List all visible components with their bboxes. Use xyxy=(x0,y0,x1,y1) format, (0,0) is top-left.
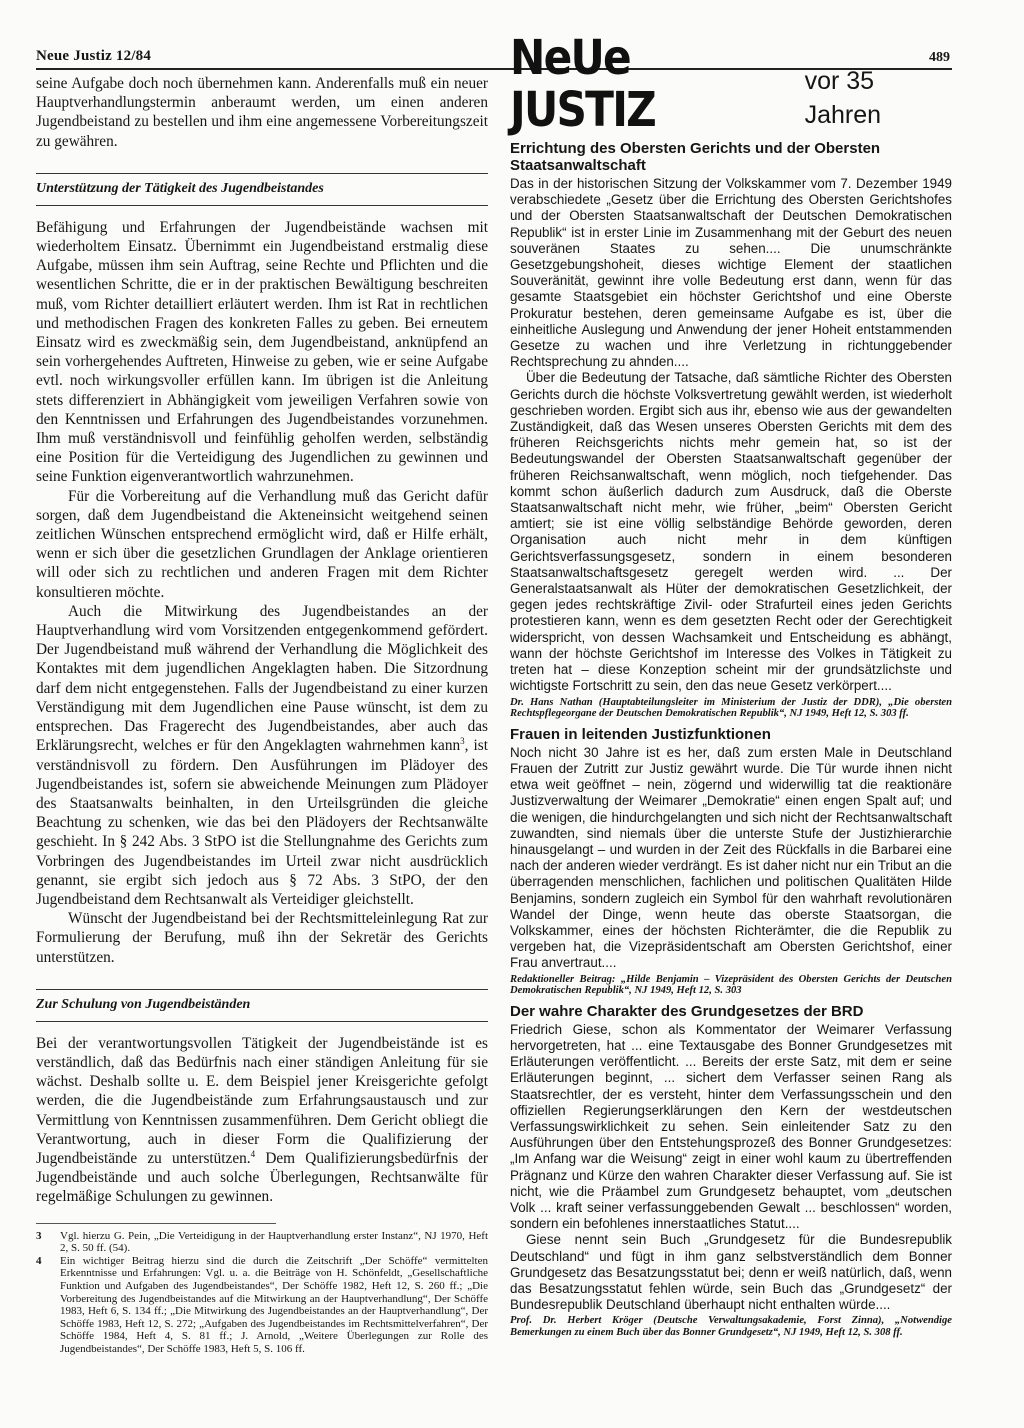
citation: Prof. Dr. Herbert Kröger (Deutsche Verwaltungsakademie, Forst Zinna), „Notwendige Bemerkungen zu einem Buch über das Bonner Grundgesetz“, NJ 1949, Heft 12, S. 308 ff. xyxy=(510,1315,952,1338)
paragraph: Das in der historischen Sitzung der Volkskammer vom 7. Dezember 1949 verabschiedete „Gesetz über die Errichtung des Obersten Gerichtshofes und der Obersten Staatsanwaltschaft der Deutschen Demokratischen Republik“ ist in erster Linie im Zusammenhang mit der Geburt des neuen souveränen Staates zu sehen.... Die unumschränkte Gesetzgebungshoheit, dieses wichtige Element der staatlichen Souveränität, gewinnt ihre volle Bedeutung erst dann, wenn für das gesamte Staatsgebiet ein höchster Gerichtshof und eine Oberste Prokuratur bestehen, deren gemeinsame Aufgabe es ist, über die einheitliche Auslegung und Anwendung der jener Hoheit entstammenden Gesetze zu wachen und ihre Verletzung in richtunggebender Rechtsprechung zu ahnden.... xyxy=(510,176,952,370)
paragraph xyxy=(36,602,488,909)
paragraph: Für die Vorbereitung auf die Verhandlung muß das Gericht dafür sorgen, daß dem Jugendbeistand die Akteneinsicht weitgehend seinen zeitlichen Wünschen entsprechend ermöglicht wird, daß er Hilfe erhält, wenn er sich über die gesetzlichen Grundlagen der Anklage orientieren will oder sich zu rechtlichen und anderen Fragen mit dem Richter konsultieren möchte. xyxy=(36,487,488,601)
article-heading: Frauen in leitenden Justizfunktionen xyxy=(510,725,771,743)
paragraph: Giese nennt sein Buch „Grundgesetz für die Bundesrepublik Deutschland“ und fügt in ihm ganz selbstverständlich dem Bonner Grundgesetz das Besatzungsstatut bei; denn er weiß natürlich, daß, wenn das Besatzungsstatut fehlen würde, sein Buch das „Grundgesetz“ der Bundesrepublik Deutschland überhaupt nicht enthalten würde.... xyxy=(510,1232,952,1313)
neue-justiz-logo: NeUe JUSTIZ xyxy=(510,30,656,138)
paragraph: Wünscht der Jugendbeistand bei der Rechtsmitteleinlegung Rat zur Formulierung der Berufung, muß ihn der Sekretär des Gerichts unterstützen. xyxy=(36,910,488,966)
page-number: 489 xyxy=(929,50,950,65)
footnote-number: 3 xyxy=(36,1229,42,1242)
paragraph-text: , ist verständnisvoll zu fördern. Den Ausführungen im Plädoyer des Jugendbeistandes ist, sofern sie abweichende Meinungen zum Plädoyer des Staatsanwalts beinhalten, in den Urteilsgründen die gleiche Beachtung zu schenken, wie das bei den Plädoyers der Rechtsanwälte geschieht. In § 242 Abs. 3 StPO ist die Stellungnahme des Gerichts zum Vorbringen des Jugendbeistandes im Urteil zwar nicht ausdrücklich genannt, sie ergibt sich jedoch aus § 72 Abs. 3 StPO, der den Jugendbeistand dem Rechtsanwalt als Verteidiger gleichstellt. xyxy=(36,737,489,908)
citation: Redaktioneller Beitrag: „Hilde Benjamin – Vizepräsident des Obersten Gerichts der Deutschen Demokratischen Republik“, NJ 1949, Heft 12, S. 303 xyxy=(510,973,952,997)
running-header: Neue Justiz 12/84 xyxy=(36,48,152,64)
citation: Dr. Hans Nathan (Hauptabteilungsleiter im Ministerium der Justiz der DDR), „Die obersten Rechtspflegeorgane der Deutschen Demokratischen Republik“, NJ 1949, Heft 12, S. 303 ff. xyxy=(510,696,952,720)
paragraph: Noch nicht 30 Jahre ist es her, daß zum ersten Male in Deutschland Frauen der Zutritt zur Justiz gewährt wurde. Die Tür wurde ihnen nicht etwa weit geöffnet – nein, zögernd und widerwillig tat die reaktionäre Justizverwaltung der Weimarer „Demokratie“ einen engen Spalt auf; und die wenigen, die hindurchgelangten und sich nicht der Rechtsanwaltschaft zuwandten, sind niemals über die unterste Stufe der Justizhierarchie hinausgelangt – und wurden in der Zeit des Rückfalls in die Barbarei eine nach der anderen wieder verdrängt. Es ist daher nicht nur ein Tribut an die überragenden menschlichen, fachlichen und politischen Qualitäten Hilde Benjamins, sondern zugleich ein Symbol für den wahrhaft revolutionären Wandel der Dinge, wenn heute das oberste Staatsorgan, die Volkskammer, eines der höchsten Richterämter, die die Republik zu vergeben hat, die Vizepräsidentschaft am Obersten Gerichtshof, einer Frau anvertraut.... xyxy=(510,744,952,971)
footnote-text: Ein wichtiger Beitrag hierzu sind die durch die Zeitschrift „Der Schöffe“ vermittelten Erkenntnisse und Erfahrungen: Vgl. u. a. die Beiträge von H. Schönfeldt, „Gesellschaftliche Funktion und Aufgaben des Jugendbeistandes“, Der Schöffe 1982, Heft 12, S. 260 ff.; „Die Vorbereitung des Jugendbeistandes auf die Mitwirkung an der Hauptverhandlung“, Der Schöffe 1983, Heft 6, S. 134 ff.; „Die Mitwirkung des Jugendbeistandes an der Hauptverhandlung“, Der Schöffe 1983, Heft 12, S. 272; „Aufgaben des Jugendbeistandes im Rechtsmittelverfahren“, Der Schöffe 1984, Heft 4, S. 81 ff.; J. Arnold, „Weitere Überlegungen zur Rolle des Jugendbeistandes“, Der Schöffe 1983, Heft 5, S. 106 ff. xyxy=(60,1254,488,1355)
masthead-subtitle: vor 35 Jahren xyxy=(804,67,882,129)
paragraph: Über die Bedeutung der Tatsache, daß sämtliche Richter des Obersten Gerichts durch die höchste Volksvertretung gewählt werden, ist wiederholt geschrieben worden. Ergibt sich aus ihr, ebenso wie aus der gewandelten Zuständigkeit, daß das Wesen unseres Obersten Gerichts mit dem des früheren Reichsgerichts nichts mehr gemein hat, so ist der Bedeutungswandel der Obersten Staatsanwaltschaft gegenüber der früheren Reichsanwaltschaft, wenn möglich, noch tiefgehender. Das kommt schon äußerlich dadurch zum Ausdruck, daß die Oberste Staatsanwaltschaft nicht mehr, wie früher, „beim“ Obersten Gericht amtiert; sie ist eine völlig selbständige Behörde geworden, deren Organisation auch nicht mehr in dem künftigen Gerichtsverfassungsgesetz, sondern in einem besonderen Staatsanwaltschaftsgesetz geregelt werden wird. ... Der Generalstaatsanwalt als Hüter der demokratischen Gesetzlichkeit, der gegen jedes rechtskräftige Zivil- oder Strafurteil eines jeden Gerichts protestieren kann, wenn es dem gesetzten Recht oder der Gerechtigkeit widerspricht, von dessen Wachsamkeit und Entscheidung es abhängt, wann der höchste Gerichtshof im Interesse des Volkes in Tätigkeit zu treten hat – diese Konzeption scheint mir der grundsätzlichste und wichtigste Fortschritt zu sein, den das neue Gesetz verkörpert.... xyxy=(510,370,952,694)
paragraph-text: Bei der verantwortungsvollen Tätigkeit der Jugendbeistände ist es verständlich, daß das Bedürfnis nach einer ständigen Anleitung für sie wächst. Deshalb sollte u. E. dem Beispiel jener Kreisgerichte gefolgt werden, die die Jugendbeistände zum Erfahrungsaustausch und zur Vermittlung von Kenntnissen zusammenführen. Dem Gericht obliegt die Verantwortung, auch in dieser Form die Qualifizierung der Jugendbeistände zu unterstützen. xyxy=(36,1034,488,1167)
footnotes xyxy=(36,1223,488,1356)
footnote xyxy=(36,1230,488,1255)
footnote-ref: 4 xyxy=(250,1148,256,1159)
paragraph: Friedrich Giese, schon als Kommentator der Weimarer Verfassung hervorgetreten, hat ... eine Textausgabe des Bonner Grundgesetzes mit Erläuterungen veröffentlicht. ... Bereits der erste Satz, mit dem er seine Erläuterungen beginnt, ... sichert dem Verfasser seinen Rang als Staatsrechtler, der es versteht, hinter dem Verfassungsschein und den offiziellen Regierungserklärungen den Kern der westdeutschen Verfassungswirklichkeit zu sehen. Sein einleitender Satz zu den Ausführungen über den Entstehungsprozeß des Bonner Grundgesetzes: „Im Anfang war die Weisung“ zeigt in einer wohl kaum zu übertreffenden Prägnanz und Kürze den wahren Charakter dieser Verfassung auf. Sie ist nicht, wie die Präambel zum Grundgesetz behauptet, vom „deutschen Volk ... kraft seiner verfassunggebenden Gewalt ... beschlossen“ worden, sondern ein befohlenes innerstaatliches Statut.... xyxy=(510,1021,952,1232)
footnote-ref: 3 xyxy=(460,736,465,747)
left-column xyxy=(36,74,488,1356)
paragraph-text: Auch die Mitwirkung des Jugendbeistandes an der Hauptverhandlung wird vom Vorsitzenden entgegenkommend gefördert. Der Jugendbeistand muß während der Verhandlung die Möglichkeit des Kontaktes mit dem jugendlichen Angeklagten haben. Die Sitzordnung darf dem nicht entgegenstehen. Falls der Jugendbeistand zu einer kurzen Verständigung mit dem Jugendlichen eine Pause wünscht, ist dem zu entsprechen. Das Fragerecht des Jugendbeistandes, aber auch das Erklärungsrecht, welches er für den Angeklagten wahrnehmen kann xyxy=(36,602,488,755)
paragraph xyxy=(36,1034,488,1207)
footnote-text: Vgl. hierzu G. Pein, „Die Verteidigung in der Hauptverhandlung erster Instanz“, NJ 1970, Heft 2, S. 50 ff. (54). xyxy=(60,1229,488,1255)
footnote-number: 4 xyxy=(36,1254,42,1267)
section-heading-support: Unterstützung der Tätigkeit des Jugendbeistandes xyxy=(36,173,488,206)
paragraph: Befähigung und Erfahrungen der Jugendbeistände wachsen mit wiederholtem Einsatz. Übernimmt ein Jugendbeistand erstmalig diese Aufgabe, müssen ihm sein Auftrag, seine Rechte und Pflichten und die wesentlichen Schritte, die er in der praktischen Bewältigung beschreiten muß, vom Richter detailliert erläutert werden. Ihm ist Rat in rechtlichen und methodischen Fragen des konkreten Falles zu geben. Bei erneutem Einsatz wird es zweckmäßig sein, dem Jugendbeistand, anknüpfend an sein vorhergehendes Auftreten, Hinweise zu geben, wie er seine Aufgabe evtl. noch wirkungsvoller erfüllen kann. Im übrigen ist die Anleitung stets differenziert in Abhängigkeit vom jeweiligen Verfahren sowie von den Kenntnissen und Erfahrungen des Jugendbeistandes vorzunehmen. Ihm muß verständnisvoll und feinfühlig geholfen werden, selbständig eine Position für die Verteidigung des Jugendlichen zu gewinnen und seine Funktion eigenverantwortlich wahrzunehmen. xyxy=(36,218,488,486)
article-heading: Der wahre Charakter des Grundgesetzes der BRD xyxy=(510,1002,864,1020)
article-heading: Errichtung des Obersten Gerichts und der Obersten Staatsanwaltschaft xyxy=(510,140,881,174)
intro-paragraph: seine Aufgabe doch noch übernehmen kann. Anderenfalls muß ein neuer Hauptverhandlungstermin anberaumt werden, um einen anderen Jugendbeistand zu bestellen und ihm eine angemessene Vorbereitungszeit zu gewähren. xyxy=(36,75,488,150)
footnote xyxy=(36,1255,488,1356)
paragraph-text: Dem Qualifizierungsbedürfnis der Jugendbeistände und auch solche Überlegungen, Rechtsanwälte für regelmäßige Schulungen zu gewinnen. xyxy=(36,1149,488,1206)
section-heading-training: Zur Schulung von Jugendbeiständen xyxy=(36,989,488,1022)
